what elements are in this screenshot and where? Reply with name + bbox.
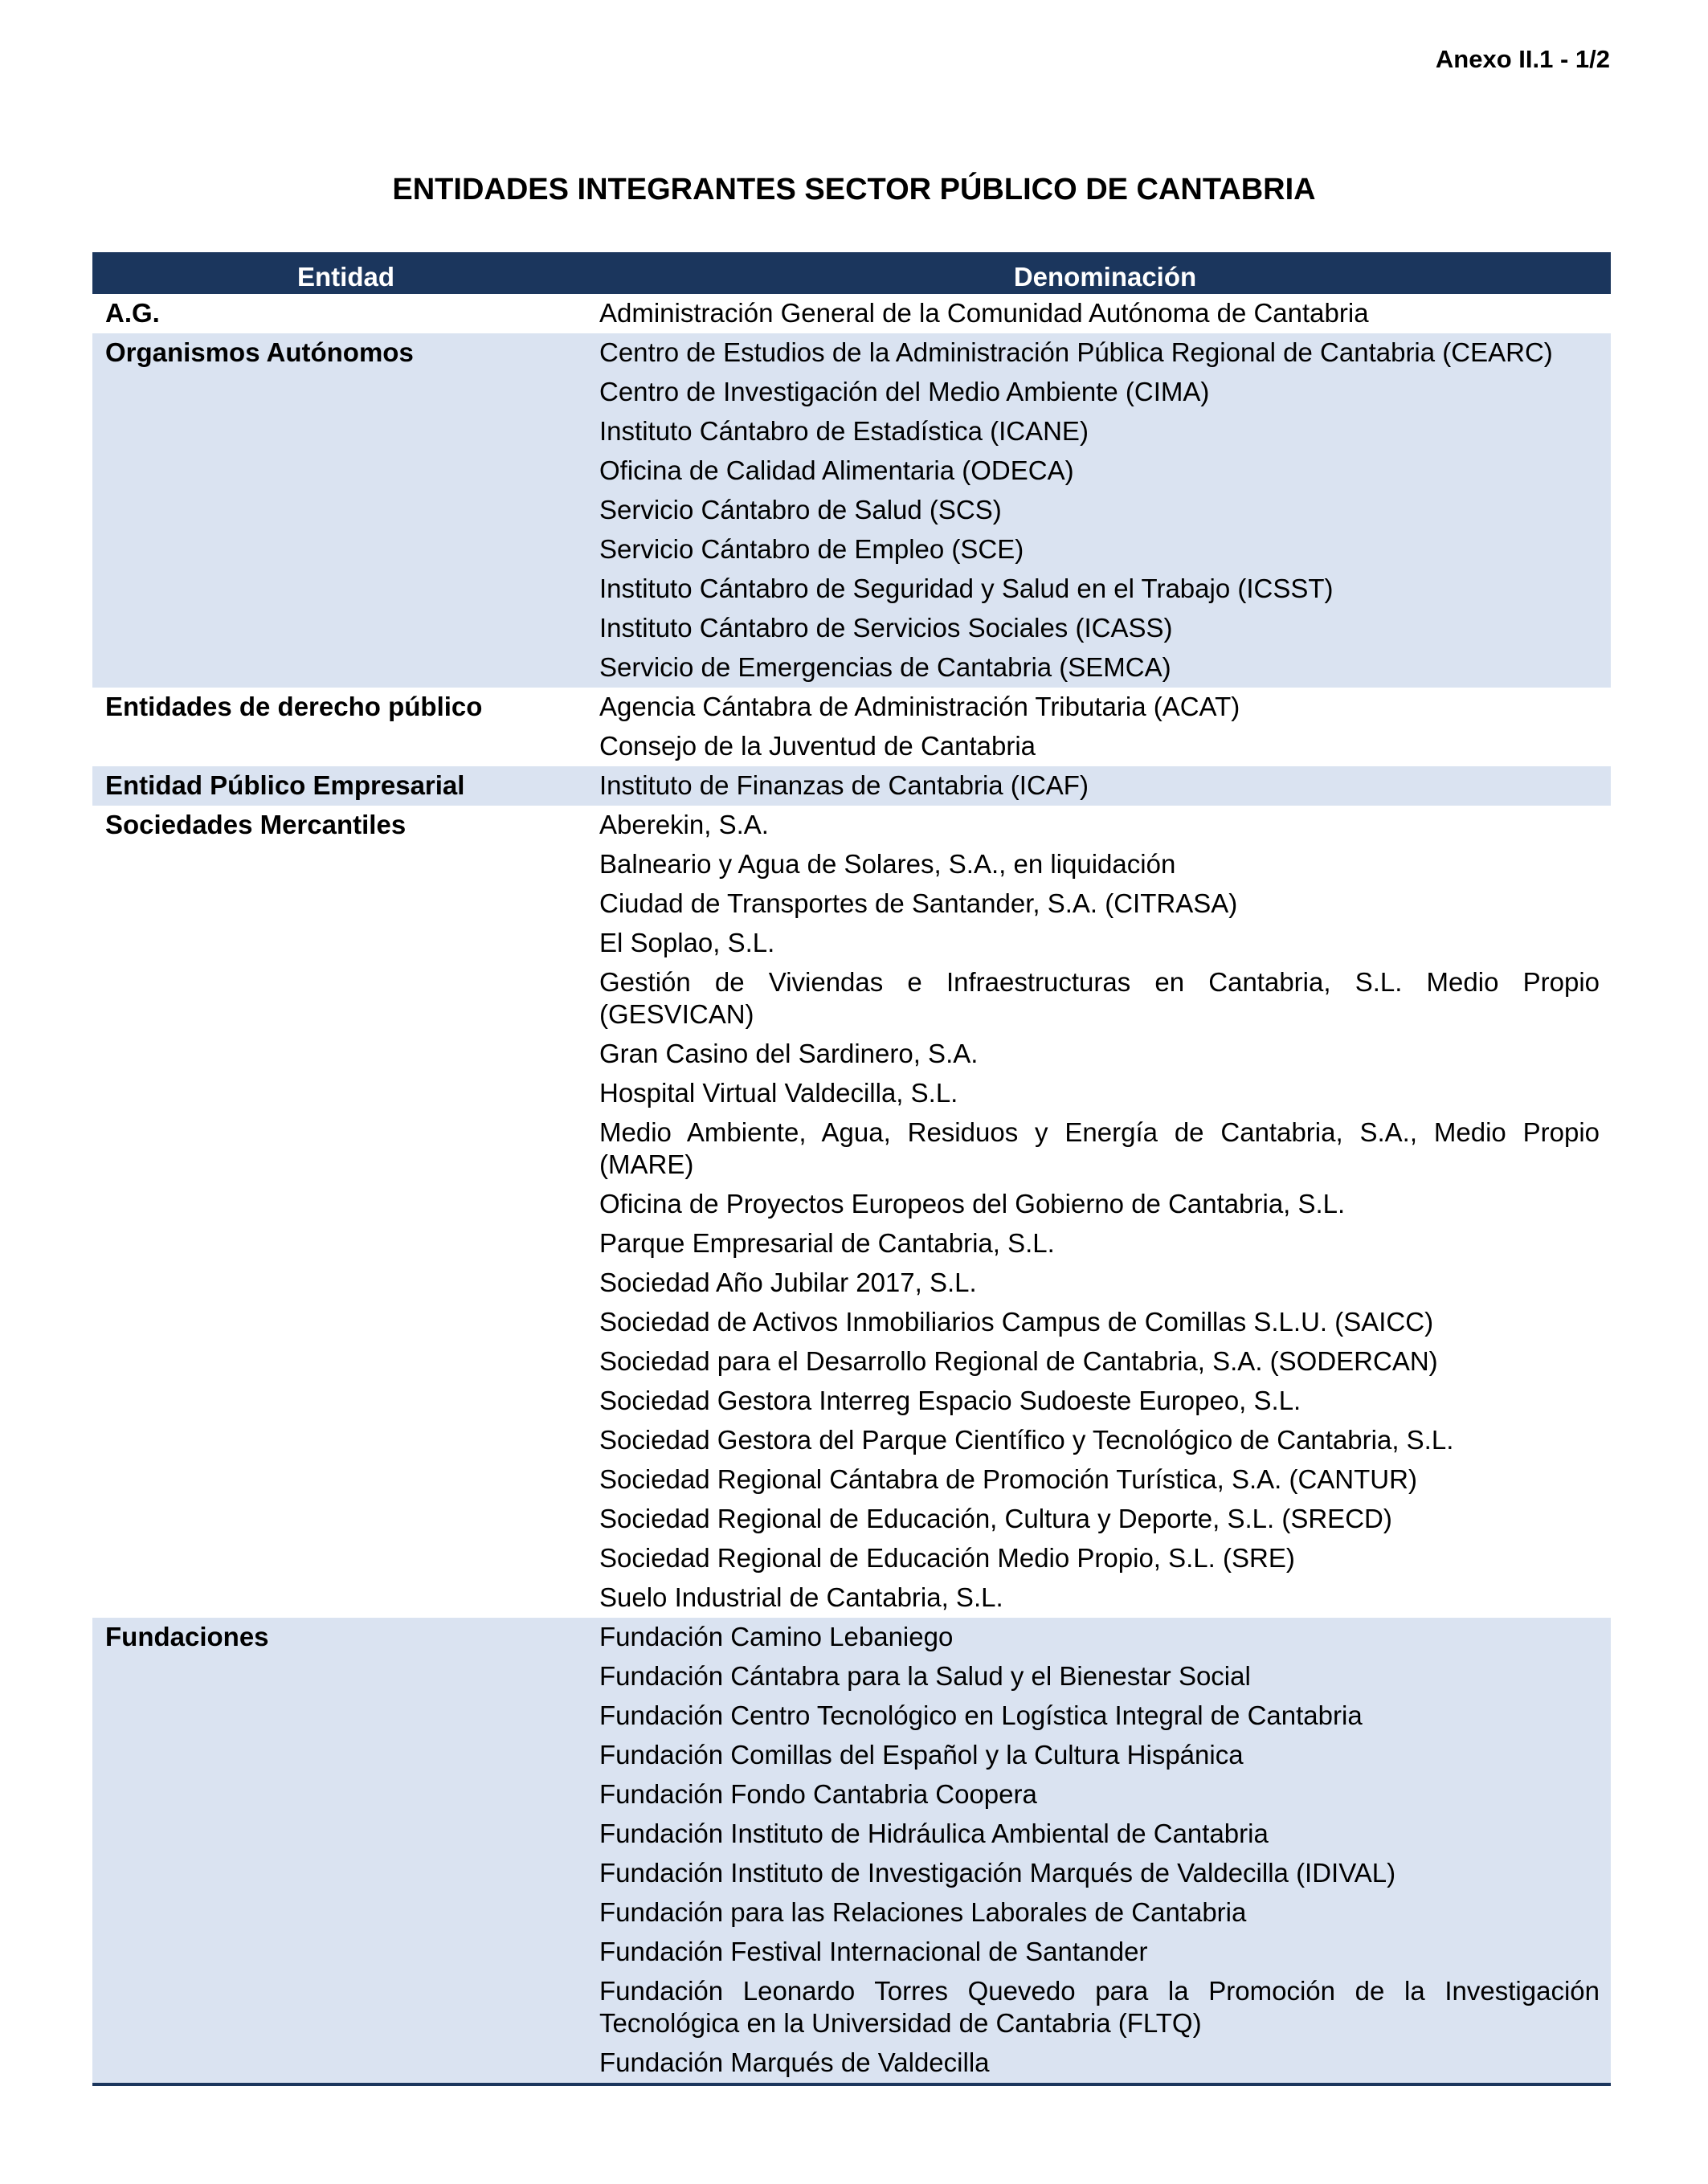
- table-row: [92, 1460, 1611, 1500]
- entity-type-cell: [92, 1263, 599, 1303]
- table-row: [92, 884, 1611, 924]
- table-row: [92, 1421, 1611, 1460]
- entity-type-cell: [92, 1185, 599, 1224]
- table-row: [92, 1775, 1611, 1815]
- entity-name-cell: Medio Ambiente, Agua, Residuos y Energía de Cantabria, S.A., Medio Propio (MARE): [599, 1117, 1600, 1179]
- table-row: [92, 1736, 1611, 1775]
- entity-type-cell: [92, 1736, 599, 1775]
- entity-name-cell: Fundación Camino Lebaniego: [599, 1618, 1611, 1657]
- entity-type-cell: [92, 1035, 599, 1074]
- table-row: [92, 1382, 1611, 1421]
- table-row: [92, 1815, 1611, 1854]
- column-header-name: Denominación: [599, 252, 1611, 294]
- entity-name-cell: Sociedad de Activos Inmobiliarios Campus de Comillas S.L.U. (SAICC): [599, 1307, 1434, 1337]
- entity-type-cell: A.G.: [105, 298, 160, 328]
- entity-type-cell: [92, 1578, 599, 1618]
- table-row: [92, 451, 1611, 491]
- entity-type-cell: [92, 1854, 599, 1893]
- entity-name-cell: Parque Empresarial de Cantabria, S.L.: [599, 1228, 1055, 1258]
- entity-type-cell: Fundaciones: [92, 1618, 599, 1657]
- entity-name-cell: Instituto Cántabro de Servicios Sociales (ICASS): [599, 609, 1611, 648]
- table-row: [92, 569, 1611, 609]
- table-row: [92, 1035, 1611, 1074]
- entity-type-cell: [92, 609, 599, 648]
- entity-type-cell: [92, 1933, 599, 1972]
- entity-type-cell: [92, 1815, 599, 1854]
- entity-name-cell: Fundación Centro Tecnológico en Logística Integral de Cantabria: [599, 1696, 1611, 1736]
- entity-name-cell: Instituto Cántabro de Seguridad y Salud en el Trabajo (ICSST): [599, 569, 1611, 609]
- entity-type-cell: [92, 1303, 599, 1342]
- entity-name-cell: Sociedad Gestora del Parque Científico y Tecnológico de Cantabria, S.L.: [599, 1425, 1454, 1455]
- entity-type-cell: [92, 1460, 599, 1500]
- entity-name-cell: Sociedad Regional de Educación, Cultura y Deporte, S.L. (SRECD): [599, 1504, 1392, 1533]
- entity-name-cell: Oficina de Calidad Alimentaria (ODECA): [599, 451, 1611, 491]
- table-row: [92, 1618, 1611, 1657]
- entity-name-cell: Agencia Cántabra de Administración Tributaria (ACAT): [599, 692, 1240, 721]
- entity-name-cell: Aberekin, S.A.: [599, 810, 769, 839]
- table-row: [92, 727, 1611, 766]
- table-row: [92, 1303, 1611, 1342]
- entity-name-cell: Suelo Industrial de Cantabria, S.L.: [599, 1582, 1003, 1612]
- table-row: [92, 491, 1611, 530]
- table-row: [92, 1263, 1611, 1303]
- entity-name-cell: Hospital Virtual Valdecilla, S.L.: [599, 1078, 958, 1108]
- entity-name-cell: Sociedad para el Desarrollo Regional de Cantabria, S.A. (SODERCAN): [599, 1346, 1438, 1376]
- table-row: [92, 1933, 1611, 1972]
- entity-type-cell: [92, 2043, 599, 2084]
- entity-type-cell: [92, 1382, 599, 1421]
- entity-name-cell: Fundación Leonardo Torres Quevedo para la Promoción de la Investigación Tecnológica en la Universidad de Cantabria (FLTQ): [599, 1972, 1611, 2043]
- annex-label: Anexo II.1 - 1/2: [1435, 45, 1610, 73]
- entity-name-cell: Gestión de Viviendas e Infraestructuras en Cantabria, S.L. Medio Propio (GESVICAN): [599, 967, 1600, 1029]
- entity-type-cell: [92, 569, 599, 609]
- table-row: [92, 1972, 1611, 2043]
- entity-name-cell: Balneario y Agua de Solares, S.A., en liquidación: [599, 849, 1176, 879]
- entity-type-cell: [92, 1972, 599, 2043]
- entity-name-cell: Gran Casino del Sardinero, S.A.: [599, 1039, 979, 1068]
- entity-name-cell: Sociedad Año Jubilar 2017, S.L.: [599, 1268, 977, 1297]
- table-row: [92, 294, 1611, 333]
- entity-type-cell: Organismos Autónomos: [92, 333, 599, 373]
- entity-name-cell: Sociedad Regional de Educación Medio Propio, S.L. (SRE): [599, 1543, 1295, 1573]
- table-row: [92, 1185, 1611, 1224]
- entity-name-cell: Servicio Cántabro de Salud (SCS): [599, 491, 1611, 530]
- table-row: [92, 373, 1611, 412]
- entity-name-cell: El Soplao, S.L.: [599, 928, 775, 957]
- table-row: [92, 1224, 1611, 1263]
- entity-name-cell: Fundación para las Relaciones Laborales de Cantabria: [599, 1893, 1611, 1933]
- entity-name-cell: Fundación Fondo Cantabria Coopera: [599, 1775, 1611, 1815]
- entity-type-cell: [92, 451, 599, 491]
- table-row: [92, 1657, 1611, 1696]
- table-row: [92, 2043, 1611, 2084]
- table-row: [92, 1854, 1611, 1893]
- page-title: ENTIDADES INTEGRANTES SECTOR PÚBLICO DE CANTABRIA: [392, 173, 1316, 206]
- entity-name-cell: Oficina de Proyectos Europeos del Gobierno de Cantabria, S.L.: [599, 1189, 1346, 1219]
- entity-name-cell: Instituto Cántabro de Estadística (ICANE): [599, 412, 1611, 451]
- entity-type-cell: [92, 1696, 599, 1736]
- table-row: [92, 766, 1611, 806]
- entity-name-cell: Administración General de la Comunidad Autónoma de Cantabria: [599, 298, 1369, 328]
- entity-name-cell: Consejo de la Juventud de Cantabria: [599, 731, 1036, 761]
- entity-type-cell: [92, 373, 599, 412]
- entity-type-cell: [92, 648, 599, 688]
- entities-table: [92, 252, 1611, 2086]
- column-header-entity: Entidad: [92, 252, 599, 294]
- table-row: [92, 806, 1611, 845]
- entity-name-cell: Centro de Estudios de la Administración Pública Regional de Cantabria (CEARC): [599, 333, 1611, 373]
- entity-type-cell: [92, 1342, 599, 1382]
- entity-type-cell: [92, 1421, 599, 1460]
- entity-name-cell: Centro de Investigación del Medio Ambiente (CIMA): [599, 373, 1611, 412]
- entity-type-cell: [92, 1775, 599, 1815]
- entity-type-cell: [92, 412, 599, 451]
- entity-type-cell: [92, 530, 599, 569]
- entity-type-cell: [92, 1224, 599, 1263]
- table-row: [92, 845, 1611, 884]
- entity-type-cell: [92, 884, 599, 924]
- entity-name-cell: Instituto de Finanzas de Cantabria (ICAF): [599, 766, 1611, 806]
- entity-type-cell: [92, 924, 599, 963]
- table-row: [92, 1578, 1611, 1618]
- entity-type-cell: Entidad Público Empresarial: [92, 766, 599, 806]
- entity-type-cell: [92, 491, 599, 530]
- table-row: [92, 1696, 1611, 1736]
- entity-type-cell: [92, 963, 599, 1035]
- table-body: [92, 294, 1611, 2084]
- entity-type-cell: [92, 1113, 599, 1185]
- entity-type-cell: [92, 1539, 599, 1578]
- entity-name-cell: Sociedad Regional Cántabra de Promoción Turística, S.A. (CANTUR): [599, 1464, 1417, 1494]
- entity-type-cell: Sociedades Mercantiles: [105, 810, 407, 839]
- entity-name-cell: Fundación Marqués de Valdecilla: [599, 2043, 1611, 2084]
- entity-name-cell: Fundación Cántabra para la Salud y el Bienestar Social: [599, 1657, 1611, 1696]
- table-row: [92, 963, 1611, 1035]
- table-row: [92, 1539, 1611, 1578]
- entity-type-cell: [92, 1893, 599, 1933]
- entity-name-cell: Fundación Instituto de Investigación Marqués de Valdecilla (IDIVAL): [599, 1854, 1611, 1893]
- entity-type-cell: Entidades de derecho público: [105, 692, 483, 721]
- entity-type-cell: [92, 1500, 599, 1539]
- table-row: [92, 412, 1611, 451]
- table-row: [92, 648, 1611, 688]
- entity-type-cell: [92, 845, 599, 884]
- entity-type-cell: [92, 1657, 599, 1696]
- table-row: [92, 924, 1611, 963]
- entity-name-cell: Ciudad de Transportes de Santander, S.A. (CITRASA): [599, 888, 1238, 918]
- entity-name-cell: Servicio de Emergencias de Cantabria (SEMCA): [599, 648, 1611, 688]
- entity-name-cell: Servicio Cántabro de Empleo (SCE): [599, 530, 1611, 569]
- entity-name-cell: Sociedad Gestora Interreg Espacio Sudoeste Europeo, S.L.: [599, 1386, 1301, 1415]
- table-row: [92, 1074, 1611, 1113]
- table-row: [92, 609, 1611, 648]
- entity-name-cell: Fundación Comillas del Español y la Cultura Hispánica: [599, 1736, 1611, 1775]
- table-row: [92, 688, 1611, 727]
- table-header-row: [92, 252, 1611, 294]
- table-row: [92, 333, 1611, 373]
- table-row: [92, 1500, 1611, 1539]
- table-row: [92, 1113, 1611, 1185]
- table-row: [92, 530, 1611, 569]
- entity-name-cell: Fundación Instituto de Hidráulica Ambiental de Cantabria: [599, 1815, 1611, 1854]
- entity-type-cell: [92, 727, 599, 766]
- entity-name-cell: Fundación Festival Internacional de Santander: [599, 1933, 1611, 1972]
- table-row: [92, 1342, 1611, 1382]
- entity-type-cell: [92, 1074, 599, 1113]
- table-row: [92, 1893, 1611, 1933]
